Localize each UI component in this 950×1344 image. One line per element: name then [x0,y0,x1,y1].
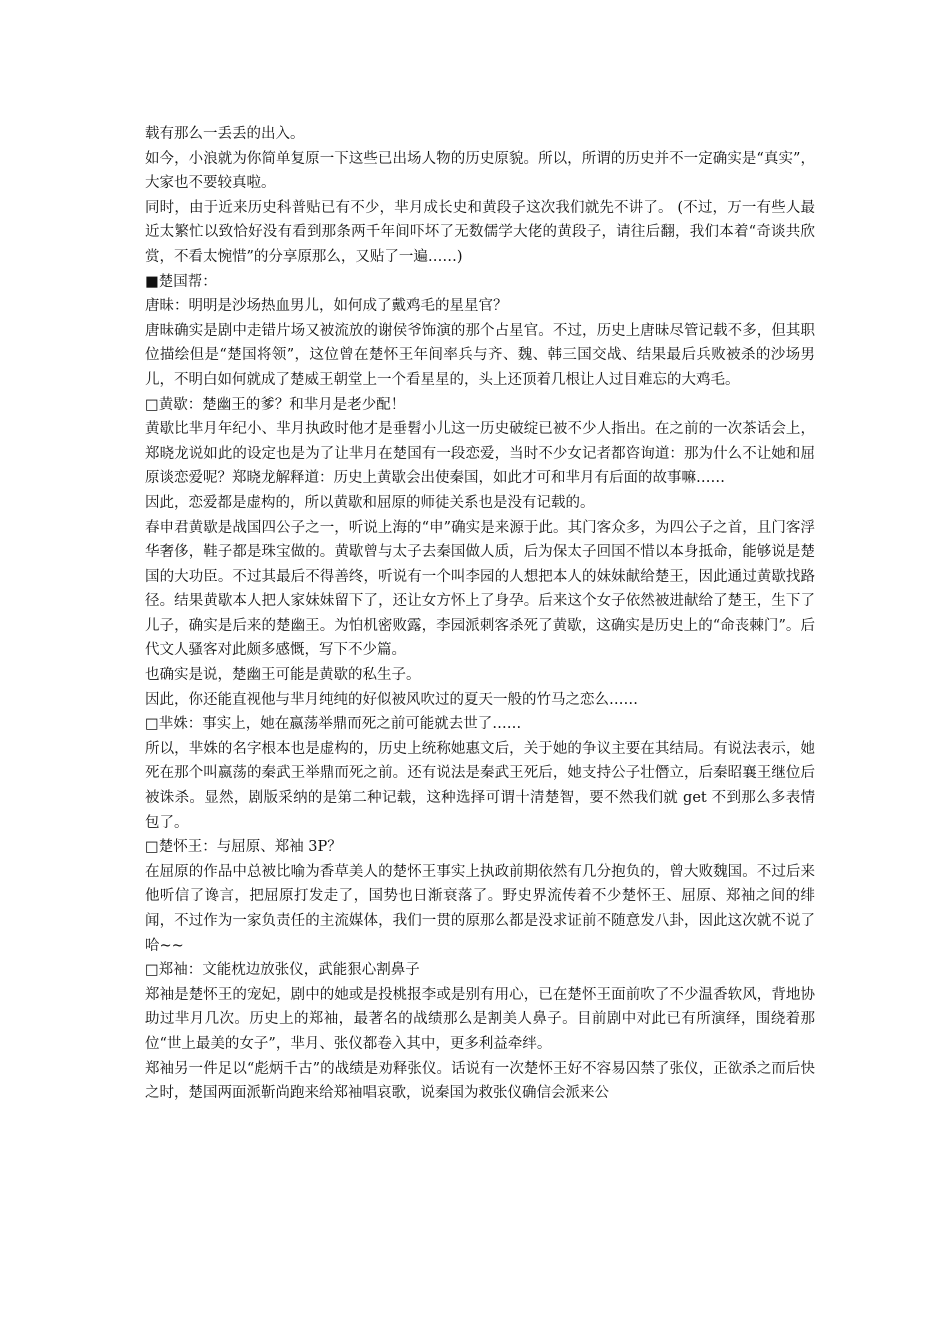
paragraph-huangxie-5: 因此，你还能直视他与芈月纯纯的好似被风吹过的夏天一般的竹马之恋么…… [145,691,638,708]
paragraph-zhengxiu-1: 郑袖是楚怀王的宠妃，剧中的她或是投桃报李或是别有用心，已在楚怀王面前吹了不少温香软风，背地协助过芈月几次。历史上的郑袖，最著名的战绩那么是割美人鼻子。目前剧中对此已有所演绎，围绕着那位“世上最美的女子”，芈月、张仪都卷入其中，更多利益牵绊。 [145,986,815,1052]
subheading-mishu: □芈姝：事实上，她在嬴荡举鼎而死之前可能就去世了…… [145,716,522,733]
section-heading-chu: ■楚国帮： [145,273,217,290]
subheading-chuhuaiwang: □楚怀王：与屈原、郑袖 3P？ [145,839,342,856]
document-body [145,122,815,1106]
paragraph-3: 同时，由于近来历史科普贴已有不少，芈月成长史和黄段子这次我们就先不讲了。 (不过，万一有些人最近太繁忙以致恰好没有看到那条两千年间吓坏了无数儒学大佬的黄段子，请往后翻，我们本着“奇谈共欣赏，不看太惋惜”的分享原那么，又贴了一遍……) [145,199,815,265]
paragraph-huangxie-2: 因此，恋爱都是虚构的，所以黄歇和屈原的师徒关系也是没有记载的。 [145,494,595,511]
subheading-zhengxiu: □郑袖：文能枕边放张仪，武能狠心割鼻子 [145,962,420,979]
paragraph-huangxie-3: 春申君黄歇是战国四公子之一，听说上海的“申”确实是来源于此。其门客众多，为四公子之首，且门客浮华奢侈，鞋子都是珠宝做的。黄歇曾与太子去秦国做人质，后为保太子回国不惜以本身抵命，能够说是楚国的大功臣。不过其最后不得善终，听说有一个叫李园的人想把本人的妹妹献给楚王，因此通过黄歇找路径。结果黄歇本人把人家妹妹留下了，还让女方怀上了身孕。后来这个女子依然被进献给了楚王，生下了儿子，确实是后来的楚幽王。为怕机密败露，李园派刺客杀死了黄歇，这确实是历史上的“命丧棘门”。后代文人骚客对此颇多感慨，写下不少篇。 [145,519,815,659]
paragraph-zhengxiu-2: 郑袖另一件足以“彪炳千古”的战绩是劝释张仪。话说有一次楚怀王好不容易囚禁了张仪，正欲杀之而后快之时，楚国两面派靳尚跑来给郑袖唱哀歌，说秦国为救张仪确信会派来公 [145,1060,815,1102]
paragraph-mishu: 所以，芈姝的名字根本也是虚构的，历史上统称她惠文后，关于她的争议主要在其结局。有说法表示，她死在那个叫嬴荡的秦武王举鼎而死之前。还有说法是秦武王死后，她支持公子壮僭立，后秦昭襄王继位后被诛杀。显然，剧版采纳的是第二种记载，这种选择可谓十清楚智，要不然我们就 get 不到那么多表情包了。 [145,740,815,831]
paragraph-1: 载有那么一丢丢的出入。 [145,126,305,142]
paragraph-chuhuaiwang: 在屈原的作品中总被比喻为香草美人的楚怀王事实上执政前期依然有几分抱负的，曾大败魏国。不过后来他听信了谗言，把屈原打发走了，国势也日渐衰落了。野史界流传着不少楚怀王、屈原、郑袖之间的绯闻，不过作为一家负责任的主流媒体，我们一贯的原那么都是没求证前不随意发八卦，因此这次就不说了哈~~ [145,863,815,954]
subheading-huangxie: □黄歇：楚幽王的爹？和芈月是老少配！ [145,396,406,413]
paragraph-huangxie-4: 也确实是说，楚幽王可能是黄歇的私生子。 [145,667,421,684]
paragraph-tangmei: 唐昧确实是剧中走错片场又被流放的谢侯爷饰演的那个占星官。不过，历史上唐昧尽管记载不多，但其职位描绘但是“楚国将领”，这位曾在楚怀王年间率兵与齐、魏、韩三国交战、结果最后兵败被杀的沙场男儿，不明白如何就成了楚威王朝堂上一个看星星的，头上还顶着几根让人过目难忘的大鸡毛。 [145,322,815,388]
paragraph-huangxie-1: 黄歇比芈月年纪小、芈月执政时他才是垂髫小儿这一历史破绽已被不少人指出。在之前的一次茶话会上，郑晓龙说如此的设定也是为了让芈月在楚国有一段恋爱，当时不少女记者都咨询道：那为什么不让她和屈原谈恋爱呢？郑晓龙解释道：历史上黄歇会出使秦国，如此才可和芈月有后面的故事嘛…… [145,421,815,487]
paragraph-2: 如今，小浪就为你简单复原一下这些已出场人物的历史原貌。所以，所谓的历史并不一定确实是“真实”，大家也不要较真啦。 [145,150,815,192]
subheading-tangmei: 唐昧：明明是沙场热血男儿，如何成了戴鸡毛的星星官？ [145,298,508,315]
